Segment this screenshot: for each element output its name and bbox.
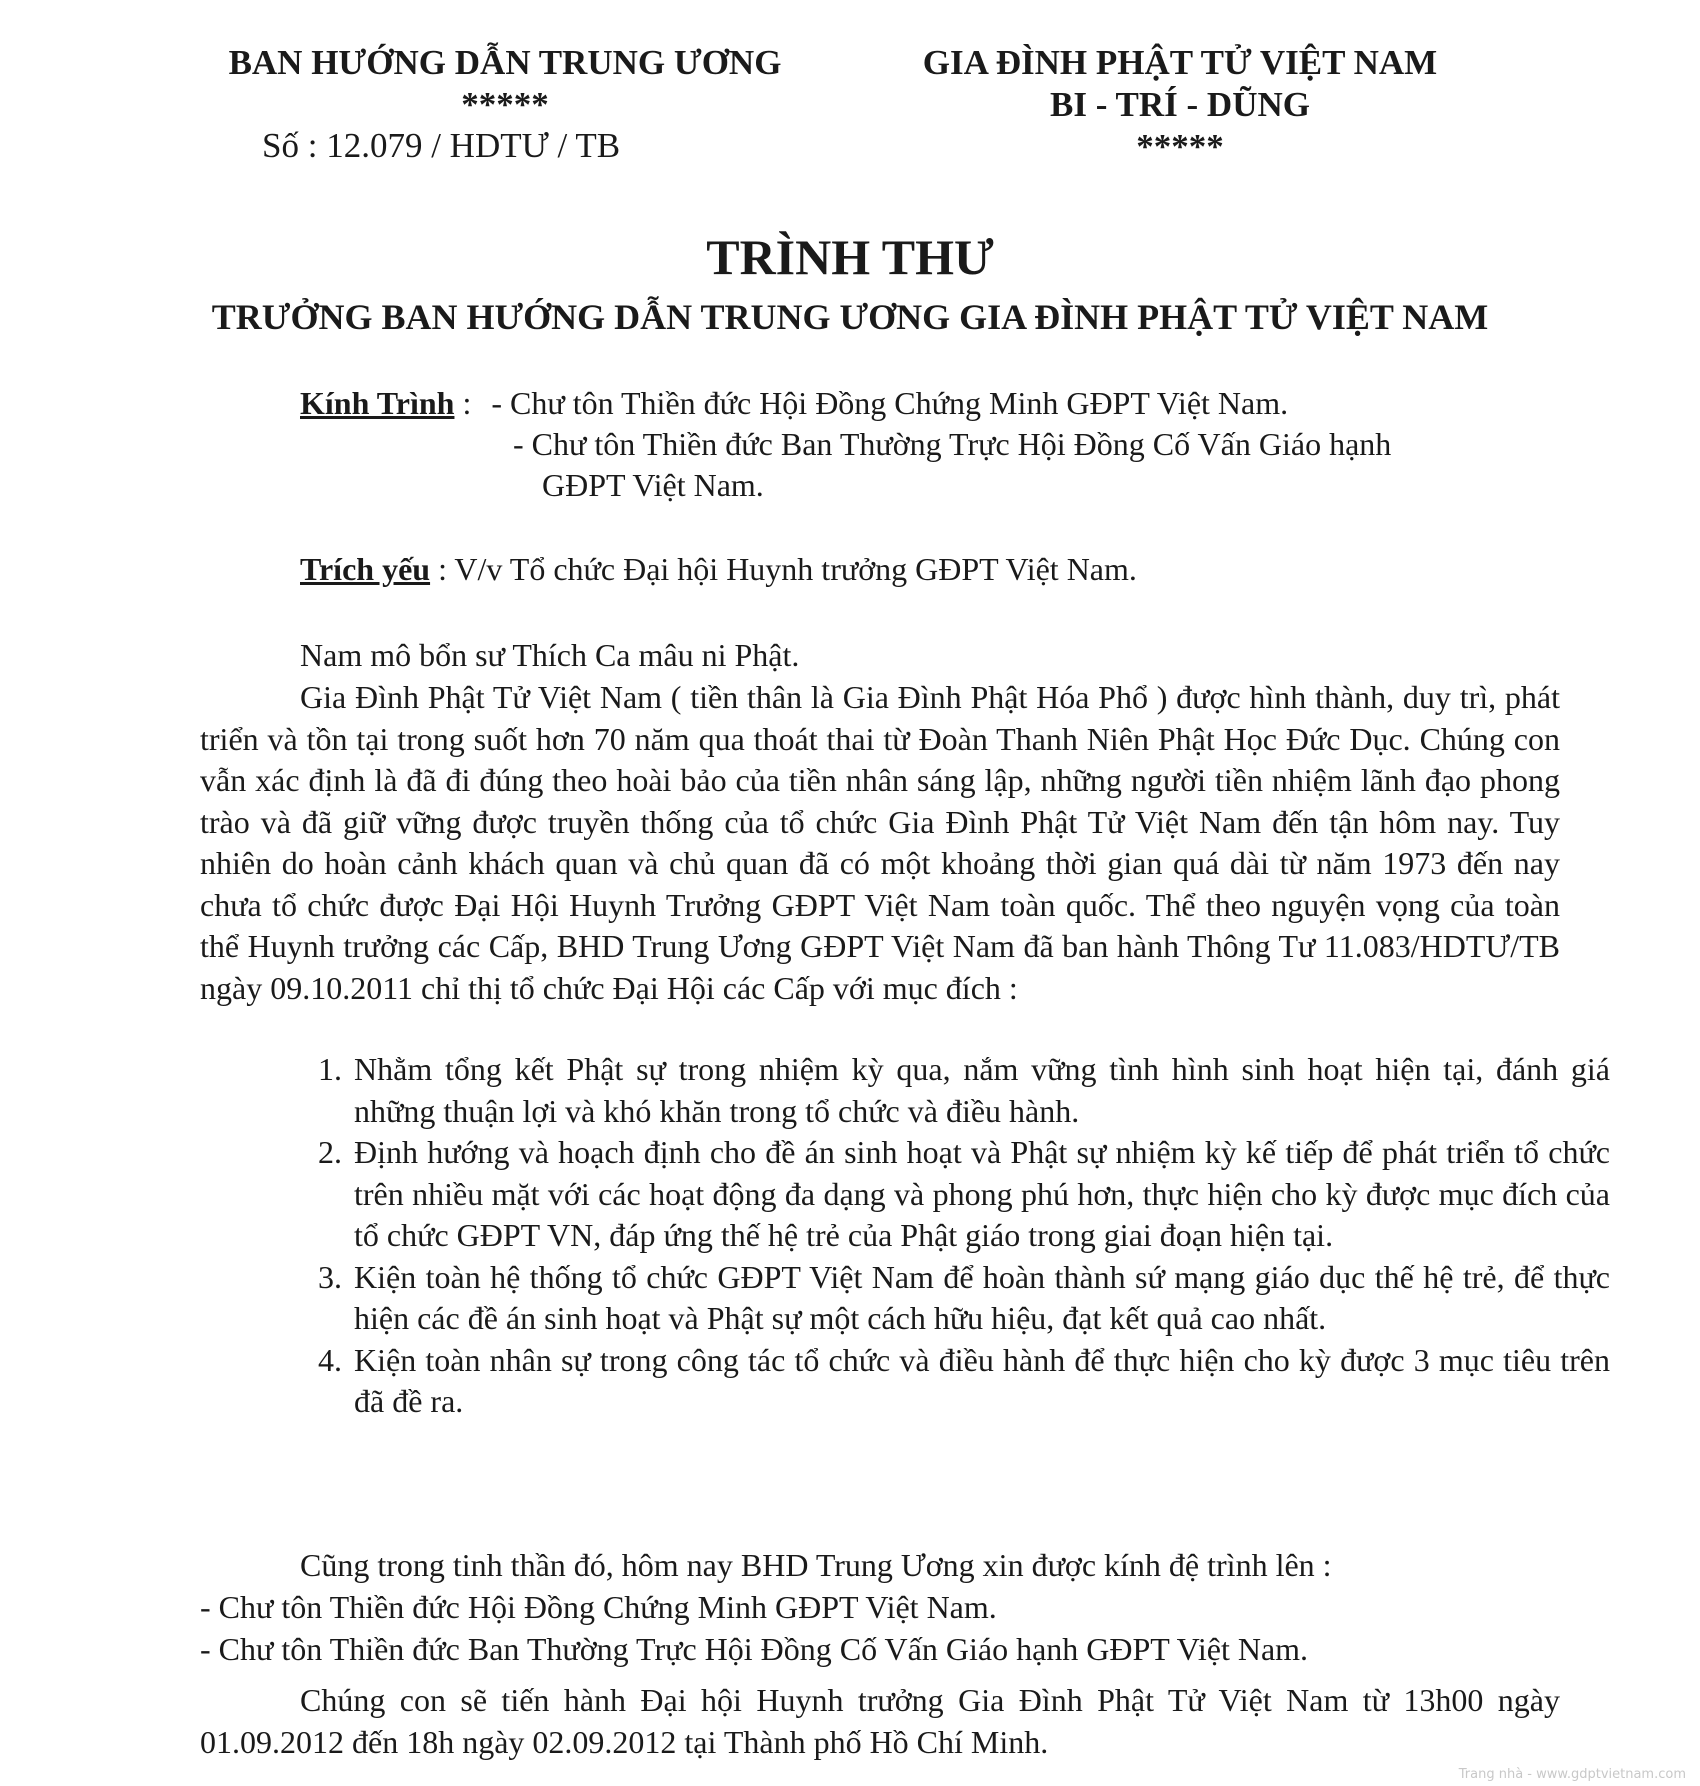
goal-item: 4. Kiện toàn nhân sự trong công tác tổ chức và điều hành để thực hiện cho kỳ được 3 mục tiêu trên đã đề ra. bbox=[350, 1340, 1610, 1423]
header-left-stars: ***** bbox=[461, 85, 549, 124]
addressee-label: Kính Trình bbox=[300, 385, 455, 421]
submission-intro: Cũng trong tinh thần đó, hôm nay BHD Trung Ương xin được kính đệ trình lên : bbox=[300, 1547, 1332, 1583]
organization-motto: BI - TRÍ - DŨNG bbox=[1050, 85, 1310, 124]
submission-recipient-2: - Chư tôn Thiền đức Ban Thường Trực Hội Đồng Cố Vấn Giáo hạnh GĐPT Việt Nam. bbox=[200, 1631, 1309, 1667]
closing-paragraph: Chúng con sẽ tiến hành Đại hội Huynh trưởng Gia Đình Phật Tử Việt Nam từ 13h00 ngày 01.09.2012 đến 18h ngày 02.09.2012 tại Thành phố Hồ Chí Minh. bbox=[200, 1682, 1560, 1760]
goal-item: 1. Nhằm tổng kết Phật sự trong nhiệm kỳ qua, nắm vững tình hình sinh hoạt hiện tại, đánh giá những thuận lợi và khó khăn trong tổ chức và điều hành. bbox=[350, 1049, 1610, 1132]
addressee-recipient-2: - Chư tôn Thiền đức Ban Thường Trực Hội Đồng Cố Vấn Giáo hạnh bbox=[513, 426, 1392, 462]
greeting: Nam mô bổn sư Thích Ca mâu ni Phật. bbox=[300, 637, 800, 673]
header-right-stars: ***** bbox=[1136, 127, 1224, 166]
subject-text: : V/v Tổ chức Đại hội Huynh trưởng GĐPT Việt Nam. bbox=[430, 551, 1137, 587]
site-watermark: Trang nhà - www.gdptvietnam.com bbox=[1458, 1767, 1686, 1782]
subject-line bbox=[300, 549, 1137, 589]
body-paragraph: Gia Đình Phật Tử Việt Nam ( tiền thân là Gia Đình Phật Hóa Phổ ) được hình thành, duy trì, phát triển và tồn tại trong suốt hơn 70 năm qua thoát thai từ Đoàn Thanh Niên Phật Học Đức Dục. Chúng con vẫn xác định là đã đi đúng theo hoài bảo của tiền nhân sáng lập, những người tiền nhiệm lãnh đạo phong trào và đã giữ vững được truyền thống của tổ chức Gia Đình Phật Tử Việt Nam đến tận hôm nay. Tuy nhiên do hoàn cảnh khách quan và chủ quan đã có một khoảng thời gian quá dài từ năm 1973 đến nay chưa tổ chức được Đại Hội Huynh Trưởng GĐPT Việt Nam toàn quốc. Thể theo nguyện vọng của toàn thể Huynh trưởng các Cấp, BHD Trung Ương GĐPT Việt Nam đã ban hành Thông Tư 11.083/HDTƯ/TB ngày 09.10.2011 chỉ thị tổ chức Đại Hội các Cấp với mục đích : bbox=[200, 679, 1560, 1006]
header-left bbox=[200, 42, 810, 126]
document-subtitle: TRƯỞNG BAN HƯỚNG DẪN TRUNG ƯƠNG GIA ĐÌNH PHẬT TỬ VIỆT NAM bbox=[211, 297, 1489, 337]
organization-name: GIA ĐÌNH PHẬT TỬ VIỆT NAM bbox=[922, 43, 1438, 82]
goal-item: 3. Kiện toàn hệ thống tổ chức GĐPT Việt Nam để hoàn thành sứ mạng giáo dục thế hệ trẻ, để thực hiện các đề án sinh hoạt và Phật sự một cách hữu hiệu, đạt kết quả cao nhất. bbox=[350, 1257, 1610, 1340]
goal-item: 2. Định hướng và hoạch định cho đề án sinh hoạt và Phật sự nhiệm kỳ kế tiếp để phát triển tổ chức trên nhiều mặt với các hoạt động đa dạng và phong phú hơn, thực hiện cho kỳ được mục đích của tổ chức GĐPT VN, đáp ứng thế hệ trẻ của Phật giáo trong giai đoạn hiện tại. bbox=[350, 1132, 1610, 1257]
addressee-recipient-1: - Chư tôn Thiền đức Hội Đồng Chứng Minh GĐPT Việt Nam. bbox=[491, 385, 1289, 421]
goals-list bbox=[300, 1049, 1610, 1423]
header-right bbox=[880, 42, 1480, 168]
document-number: Số : 12.079 / HDTƯ / TB bbox=[262, 126, 621, 165]
document-title: TRÌNH THƯ bbox=[706, 229, 994, 285]
addressee-separator: : bbox=[454, 385, 472, 421]
addressee-line-1 bbox=[300, 383, 1288, 423]
subject-label: Trích yếu bbox=[300, 551, 431, 587]
submission-recipient-1: - Chư tôn Thiền đức Hội Đồng Chứng Minh GĐPT Việt Nam. bbox=[200, 1589, 997, 1625]
addressee-recipient-2-cont: GĐPT Việt Nam. bbox=[542, 467, 764, 503]
issuing-organization: BAN HƯỚNG DẪN TRUNG ƯƠNG bbox=[228, 43, 782, 82]
